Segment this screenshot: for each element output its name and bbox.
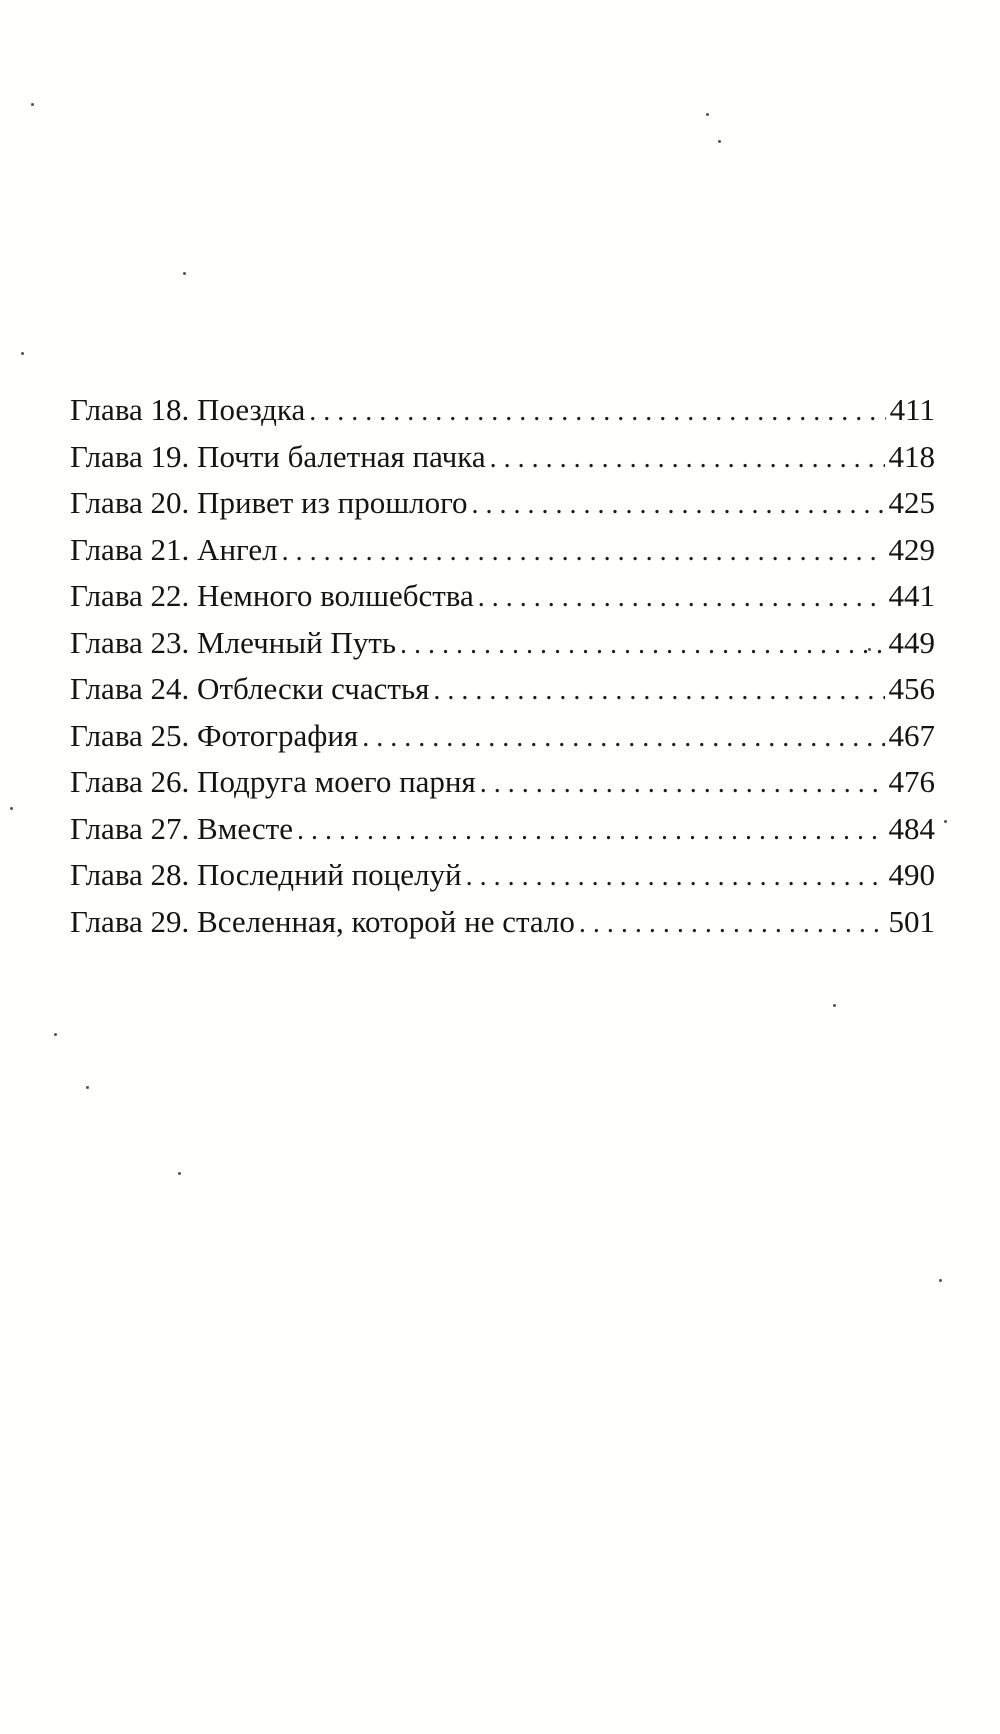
toc-entry-chapter-27[interactable] xyxy=(70,806,935,853)
dot-leader xyxy=(400,622,885,669)
chapter-title: Глава 28. Последний поцелуй xyxy=(70,857,462,892)
toc-entry-chapter-21[interactable] xyxy=(70,527,935,574)
dust-speck xyxy=(944,820,947,823)
page-number: 476 xyxy=(888,764,935,799)
page-number: 456 xyxy=(888,671,935,706)
dust-speck xyxy=(31,103,34,106)
dot-leader xyxy=(472,482,885,529)
page-number: 418 xyxy=(888,438,935,474)
chapter-title: Глава 18. Поездка xyxy=(70,392,306,427)
chapter-title: Глава 21. Ангел xyxy=(70,531,278,567)
page-number: 441 xyxy=(888,578,935,613)
dust-speck xyxy=(10,807,13,810)
toc-entry-chapter-23[interactable] xyxy=(70,620,935,667)
toc-entry-chapter-20[interactable] xyxy=(70,480,935,527)
dot-leader xyxy=(490,436,885,483)
toc-entry-chapter-28[interactable] xyxy=(70,852,935,899)
dot-leader xyxy=(362,715,884,762)
dot-leader xyxy=(579,901,885,948)
chapter-title: Глава 24. Отблески счастья xyxy=(70,671,430,706)
toc-entry-chapter-24[interactable] xyxy=(70,666,935,713)
dust-speck xyxy=(718,140,721,143)
dot-leader xyxy=(282,529,885,576)
chapter-title: Глава 25. Фотография xyxy=(70,717,359,753)
dot-leader xyxy=(480,761,885,808)
page-number: 411 xyxy=(889,392,935,427)
toc-entry-chapter-25[interactable] xyxy=(70,713,935,760)
page-number: 490 xyxy=(888,857,935,892)
dust-speck xyxy=(833,1004,836,1007)
dot-leader xyxy=(478,575,885,622)
page-number: 429 xyxy=(888,531,935,567)
toc-entry-chapter-19[interactable] xyxy=(70,434,935,481)
toc-entry-chapter-26[interactable] xyxy=(70,759,935,806)
dot-leader xyxy=(466,854,885,901)
chapter-title: Глава 27. Вместе xyxy=(70,810,293,846)
dot-leader xyxy=(309,389,885,436)
page-number: 449 xyxy=(888,624,935,660)
dust-speck xyxy=(54,1033,57,1036)
dust-speck xyxy=(706,113,709,116)
page-number: 467 xyxy=(888,717,935,753)
page-number: 484 xyxy=(888,810,935,846)
dust-speck xyxy=(178,1172,181,1175)
dot-leader xyxy=(433,668,884,715)
dust-speck xyxy=(86,1086,89,1089)
toc-entry-chapter-18[interactable] xyxy=(70,387,935,434)
toc-entry-chapter-29[interactable] xyxy=(70,899,935,946)
dust-speck xyxy=(939,1279,942,1282)
chapter-title: Глава 23. Млечный Путь xyxy=(70,624,396,660)
chapter-title: Глава 29. Вселенная, которой не стало xyxy=(70,903,575,939)
chapter-title: Глава 19. Почти балетная пачка xyxy=(70,438,486,474)
chapter-title: Глава 20. Привет из прошлого xyxy=(70,485,468,520)
page-number: 425 xyxy=(888,485,935,520)
table-of-contents xyxy=(70,387,935,945)
dust-speck xyxy=(21,352,24,355)
page-number: 501 xyxy=(888,903,935,939)
chapter-title: Глава 22. Немного волшебства xyxy=(70,578,474,613)
dust-speck xyxy=(183,272,186,275)
toc-entry-chapter-22[interactable] xyxy=(70,573,935,620)
dot-leader xyxy=(297,808,885,855)
chapter-title: Глава 26. Подруга моего парня xyxy=(70,764,476,799)
